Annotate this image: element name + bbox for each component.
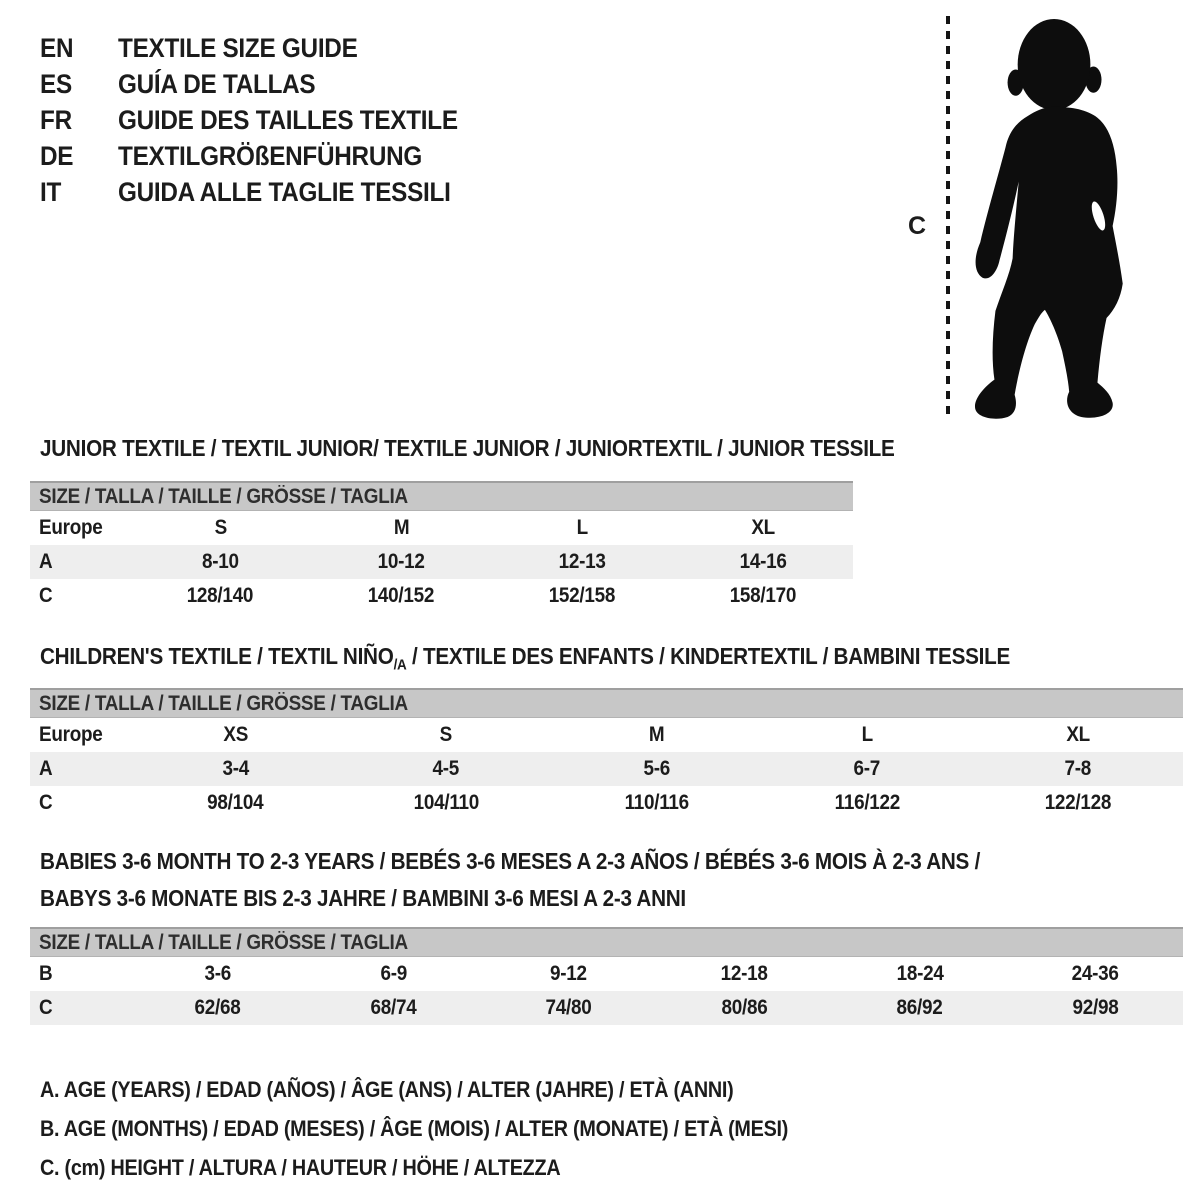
- table-rows: [30, 957, 1183, 1025]
- language-row: [40, 174, 496, 210]
- table-header-band: SIZE / TALLA / TAILLE / GRÖSSE / TAGLIA: [30, 481, 853, 511]
- language-code: ES: [40, 68, 72, 99]
- table-cell: 74/80: [545, 996, 592, 1019]
- table-rows: [30, 718, 1183, 820]
- table-cell: L: [576, 516, 588, 539]
- table-cell: 80/86: [721, 996, 768, 1019]
- table-header-band: SIZE / TALLA / TAILLE / GRÖSSE / TAGLIA: [30, 927, 1183, 957]
- junior-size-table: [30, 481, 853, 613]
- table-row: [30, 511, 853, 545]
- table-cell: 7-8: [1064, 757, 1091, 780]
- language-code: EN: [40, 32, 74, 63]
- language-list: [40, 30, 496, 210]
- table-cell: 140/152: [367, 584, 435, 607]
- table-cell: XS: [222, 723, 248, 746]
- row-label: Europe: [39, 723, 103, 746]
- language-code: IT: [40, 176, 62, 207]
- table-cell: 104/110: [413, 791, 479, 814]
- language-row: [40, 138, 496, 174]
- table-row: [30, 991, 1183, 1025]
- table-cell: 128/140: [187, 584, 254, 607]
- table-cell: S: [214, 516, 227, 539]
- table-row: [30, 718, 1183, 752]
- language-title: GUIDA ALLE TAGLIE TESSILI: [118, 176, 451, 207]
- table-cell: 110/116: [624, 791, 689, 814]
- language-title: GUIDE DES TAILLES TEXTILE: [118, 104, 458, 135]
- table-row: [30, 752, 1183, 786]
- table-cell: 92/98: [1072, 996, 1119, 1019]
- babies-size-table: [30, 927, 1183, 1025]
- section-title-junior: JUNIOR TEXTILE / TEXTIL JUNIOR/ TEXTILE JUNIOR / JUNIORTEXTIL / JUNIOR TESSILE: [40, 435, 895, 461]
- table-cell: 5-6: [643, 757, 670, 780]
- table-cell: M: [648, 723, 665, 746]
- table-cell: 4-5: [432, 757, 460, 780]
- table-row: [30, 545, 853, 579]
- table-cell: XL: [750, 516, 775, 539]
- table-cell: 122/128: [1044, 791, 1111, 814]
- table-cell: 3-6: [204, 962, 231, 985]
- language-row: [40, 66, 496, 102]
- row-label: C: [39, 791, 53, 814]
- table-cell: 9-12: [550, 962, 588, 985]
- row-label: B: [39, 962, 53, 985]
- silhouette-body: [975, 107, 1123, 419]
- table-cell: XL: [1065, 723, 1090, 746]
- table-cell: M: [393, 516, 409, 539]
- table-cell: 152/158: [548, 584, 616, 607]
- table-cell: 3-4: [222, 757, 249, 780]
- table-cell: 8-10: [201, 550, 239, 573]
- language-row: [40, 102, 496, 138]
- children-size-table: [30, 688, 1183, 820]
- table-cell: 68/74: [370, 996, 417, 1019]
- table-cell: L: [861, 723, 873, 746]
- silhouette-head: [1018, 19, 1091, 110]
- toddler-silhouette-image: [963, 18, 1139, 422]
- row-label: Europe: [39, 516, 103, 539]
- language-code: DE: [40, 140, 74, 171]
- row-label: C: [39, 584, 53, 607]
- height-measure-dashed-line: [946, 16, 950, 418]
- legend-line-a: A. AGE (YEARS) / EDAD (AÑOS) / ÂGE (ANS) / ALTER (JAHRE) / ETÀ (ANNI): [40, 1076, 734, 1102]
- table-cell: 6-9: [379, 962, 407, 985]
- row-label: A: [39, 757, 53, 780]
- legend: [40, 1070, 871, 1187]
- height-measure-label: C: [908, 212, 927, 240]
- legend-line-c: C. (cm) HEIGHT / ALTURA / HAUTEUR / HÖHE / ALTEZZA: [40, 1154, 561, 1180]
- table-row: [30, 579, 853, 613]
- section-title-children: CHILDREN'S TEXTILE / TEXTIL $NIÑO_{/A}$ / TEXTILE DES ENFANTS / KINDERTEXTIL / BAMBINI TESSILE: [40, 643, 1011, 674]
- language-row: [40, 30, 496, 66]
- table-cell: 18-24: [896, 962, 944, 985]
- legend-line-b: B. AGE (MONTHS) / EDAD (MESES) / ÂGE (MOIS) / ALTER (MONATE) / ETÀ (MESI): [40, 1115, 789, 1141]
- table-cell: 98/104: [207, 791, 264, 814]
- table-cell: 62/68: [194, 996, 241, 1019]
- row-label: C: [39, 996, 53, 1019]
- table-cell: 158/170: [729, 584, 796, 607]
- language-title: TEXTILGRÖßENFÜHRUNG: [118, 140, 423, 171]
- table-cell: 12-13: [558, 550, 606, 573]
- table-row: [30, 957, 1183, 991]
- table-cell: 10-12: [377, 550, 425, 573]
- table-cell: 86/92: [896, 996, 943, 1019]
- table-row: [30, 786, 1183, 820]
- section-title-babies: BABIES 3-6 MONTH TO 2-3 YEARS / BEBÉS 3-6 MESES A 2-3 AÑOS / BÉBÉS 3-6 MOIS À 2-3 ANS / BABYS 3-6 MONATE BIS 2-3 JAHRE / BAMBINI 3-6 MESI A 2-3 ANNI: [40, 848, 981, 911]
- table-cell: 14-16: [739, 550, 787, 573]
- language-code: FR: [40, 104, 72, 135]
- table-header-band: SIZE / TALLA / TAILLE / GRÖSSE / TAGLIA: [30, 688, 1183, 718]
- row-label: A: [39, 550, 53, 573]
- table-cell: 24-36: [1071, 962, 1119, 985]
- table-cell: 6-7: [853, 757, 881, 780]
- table-cell: 12-18: [720, 962, 768, 985]
- table-cell: S: [439, 723, 453, 746]
- language-title: TEXTILE SIZE GUIDE: [118, 32, 358, 63]
- table-cell: 116/122: [834, 791, 900, 814]
- language-title: GUÍA DE TALLAS: [118, 68, 316, 99]
- table-rows: [30, 511, 853, 613]
